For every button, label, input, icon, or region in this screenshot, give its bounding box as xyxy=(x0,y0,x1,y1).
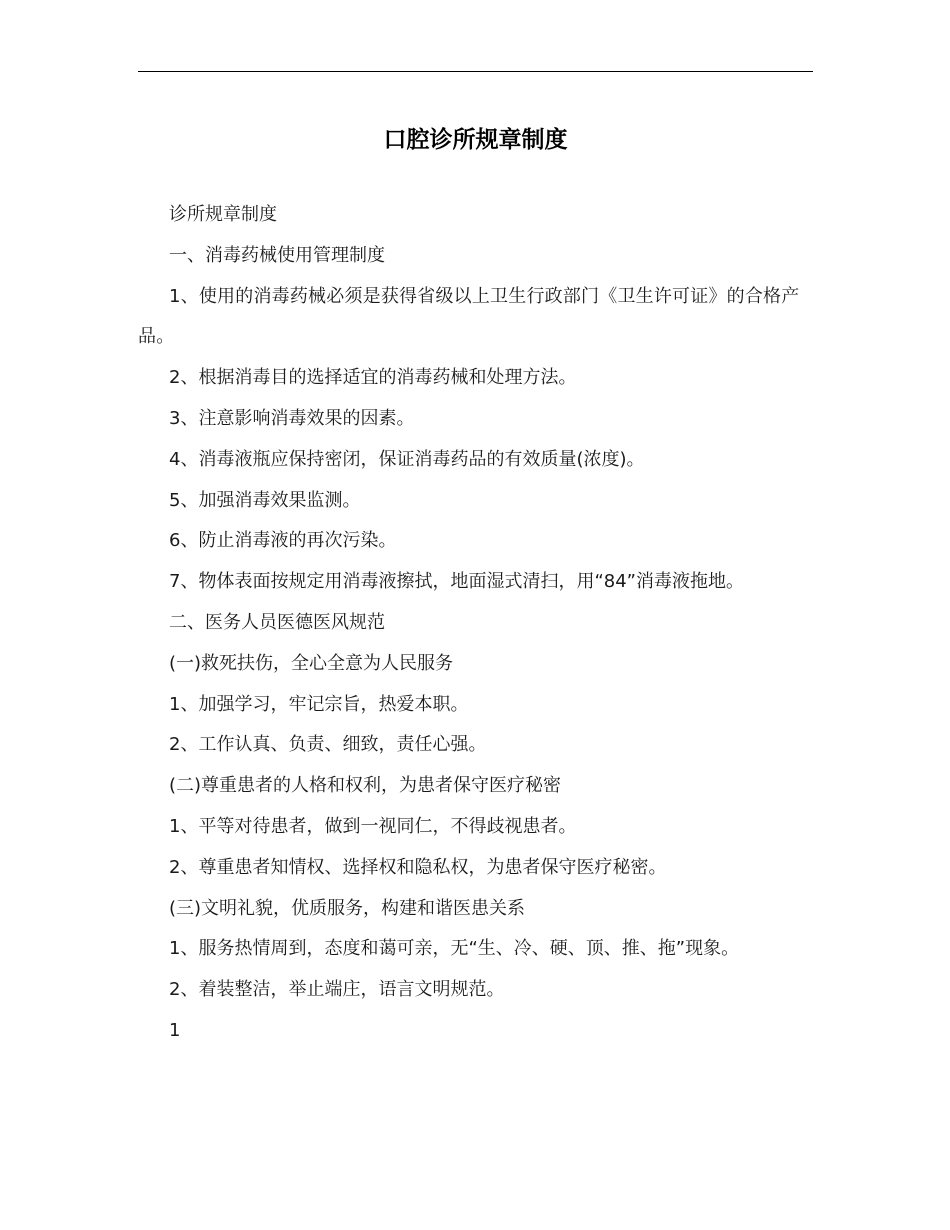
paragraph: 1、服务热情周到，态度和蔼可亲，无“生、冷、硬、顶、推、拖”现象。 xyxy=(169,938,740,960)
paragraph: 2、着装整洁，举止端庄，语言文明规范。 xyxy=(169,979,505,1001)
paragraph: 1、加强学习，牢记宗旨，热爱本职。 xyxy=(169,693,469,715)
paragraph: 7、物体表面按规定用消毒液擦拭，地面湿式清扫，用“84”消毒液拖地。 xyxy=(169,571,745,593)
document-body xyxy=(138,195,813,1052)
paragraph: 1、平等对待患者，做到一视同仁，不得歧视患者。 xyxy=(169,815,577,837)
subsection-heading: (一)救死扶伤，全心全意为人民服务 xyxy=(169,652,454,674)
section-heading: 一、消毒药械使用管理制度 xyxy=(169,244,385,266)
header-rule xyxy=(138,71,813,72)
subsection-heading: (三)文明礼貌，优质服务，构建和谐医患关系 xyxy=(169,897,526,919)
paragraph: 4、消毒液瓶应保持密闭，保证消毒药品的有效质量(浓度)。 xyxy=(169,448,645,470)
section-heading: 二、医务人员医德医风规范 xyxy=(169,611,385,633)
paragraph: 3、注意影响消毒效果的因素。 xyxy=(169,407,415,429)
document-title: 口腔诊所规章制度 xyxy=(383,127,568,153)
paragraph: 2、根据消毒目的选择适宜的消毒药械和处理方法。 xyxy=(169,367,577,389)
page-number: 1 xyxy=(169,1019,181,1041)
paragraph: 1、使用的消毒药械必须是获得省级以上卫生行政部门《卫生许可证》的合格产品。 xyxy=(138,285,800,348)
paragraph: 5、加强消毒效果监测。 xyxy=(169,489,361,511)
paragraph: 2、尊重患者知情权、选择权和隐私权，为患者保守医疗秘密。 xyxy=(169,856,667,878)
section-heading: 诊所规章制度 xyxy=(169,204,277,225)
paragraph: 2、工作认真、负责、细致，责任心强。 xyxy=(169,734,487,756)
paragraph: 6、防止消毒液的再次污染。 xyxy=(169,530,397,552)
subsection-heading: (二)尊重患者的人格和权利，为患者保守医疗秘密 xyxy=(169,775,562,797)
